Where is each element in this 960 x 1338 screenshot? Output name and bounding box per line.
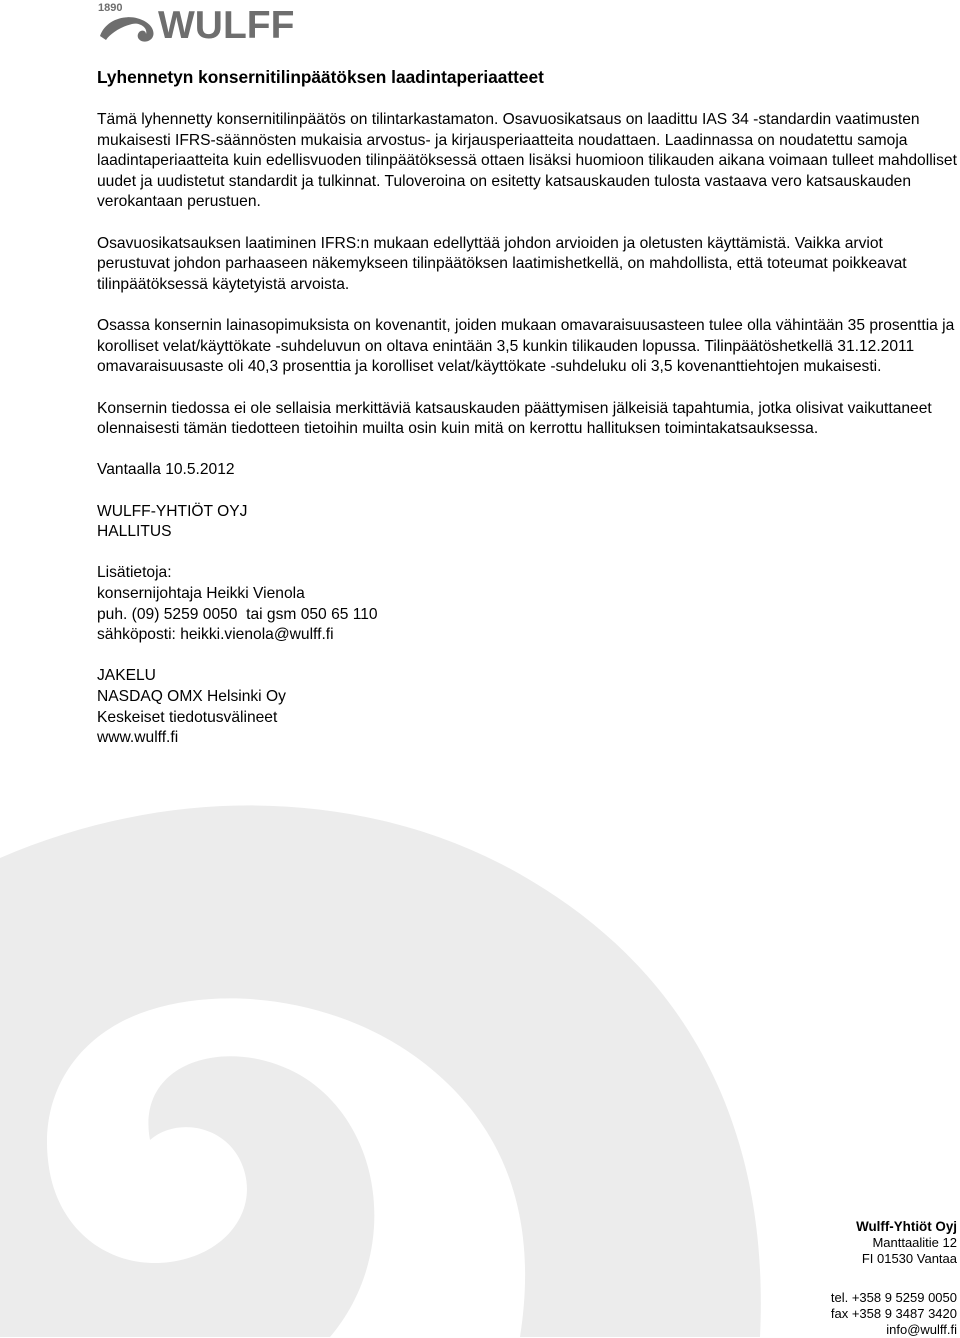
contact-block (97, 563, 957, 645)
page-title: Lyhennetyn konsernitilinpäätöksen laadintaperiaatteet (97, 67, 544, 87)
place-date-text: Vantaalla 10.5.2012 (97, 461, 235, 479)
logo-year: 1890 (98, 2, 123, 14)
distribution-item: www.wulff.fi (97, 729, 179, 747)
footer-email: info@wulff.fi (886, 1322, 957, 1338)
distribution-block (97, 666, 957, 748)
company-footer (831, 1219, 957, 1338)
logo-swirl-icon (100, 17, 153, 41)
signature-block (97, 502, 957, 543)
paragraph-subsequent-events: Konsernin tiedossa ei ole sellaisia merkittäviä katsauskauden päättymisen jälkeisiä tapahtumia, jotka olisivat vaikuttaneet olennaisesti tämän tiedotteen tietoihin muilta osin kuin mitä on kerrottu hallituksen toimintakatsauksessa. (97, 399, 932, 438)
footer-tel: tel. +358 9 5259 0050 (830, 1289, 957, 1305)
footer-company: Wulff-Yhtiöt Oyj (856, 1219, 957, 1234)
contact-phone: puh. (09) 5259 0050 tai gsm 050 65 110 (97, 605, 378, 623)
swirl-watermark-shape (0, 805, 761, 1337)
paragraph-covenants: Osassa konsernin lainasopimuksista on kovenantit, joiden mukaan omavaraisuusasteen tulee olla vähintään 35 prosenttia ja korolliset velat/käyttökate -suhdeluvun on oltava enintään 3,5 kunkin tilikauden lopussa. Tilinpäätöshetkellä 31.12.2011 omavaraisuusaste oli 40,3 prosenttia ja korolliset velat/käyttökate -suhdeluku oli 3,5 kovenanttiehtojen mukaisesti. (97, 317, 955, 376)
distribution-label: JAKELU (97, 667, 156, 685)
footer-fax: fax +358 9 3487 3420 (830, 1305, 957, 1321)
distribution-item: NASDAQ OMX Helsinki Oy (97, 688, 286, 705)
footer-street: Manttaalitie 12 (872, 1235, 957, 1251)
contact-email: sähköposti: heikki.vienola@wulff.fi (97, 626, 334, 644)
place-date (97, 460, 957, 481)
wulff-logo (96, 0, 368, 44)
footer-spacer (831, 1268, 957, 1290)
contact-label: Lisätietoja: (97, 564, 172, 582)
signature-company: WULFF-YHTIÖT OYJ (97, 502, 248, 520)
paragraph-accounting-policies: Tämä lyhennetty konsernitilinpäätös on tilintarkastamaton. Osavuosikatsaus on laadittu IAS 34 -standardin vaatimusten mukaisesti IFRS-säännösten mukaisia arvostus- ja kirjausperiaatteita noudattaen. Laadinnassa on noudatettu samoja laadintaperiaatteita kuin edellisvuoden tilinpäätöksessä ottaen lisäksi huomioon tilikauden aikana voimaan tulleet mahdolliset uudet ja uudistetut standardit ja tulkinnat. Tuloveroina on esitetty katsauskauden tulosta vastaava vero katsauskauden verokantaan perustuen. (97, 111, 957, 211)
contact-person: konsernijohtaja Heikki Vienola (97, 585, 305, 603)
signature-board: HALLITUS (97, 523, 172, 541)
paragraph-estimates: Osavuosikatsauksen laatiminen IFRS:n mukaan edellyttää johdon arvioiden ja oletusten käyttämistä. Vaikka arviot perustuvat johdon parhaaseen näkemykseen tilinpäätöksen laatimishetkellä, on mahdollista, että toteumat poikkeavat tilinpäätöksessä käytetyistä arvoista. (97, 234, 907, 293)
logo-wordmark: WULFF (158, 4, 295, 44)
distribution-item: Keskeiset tiedotusvälineet (97, 708, 278, 726)
footer-city: FI 01530 Vantaa (861, 1251, 957, 1267)
document-body (97, 66, 957, 769)
